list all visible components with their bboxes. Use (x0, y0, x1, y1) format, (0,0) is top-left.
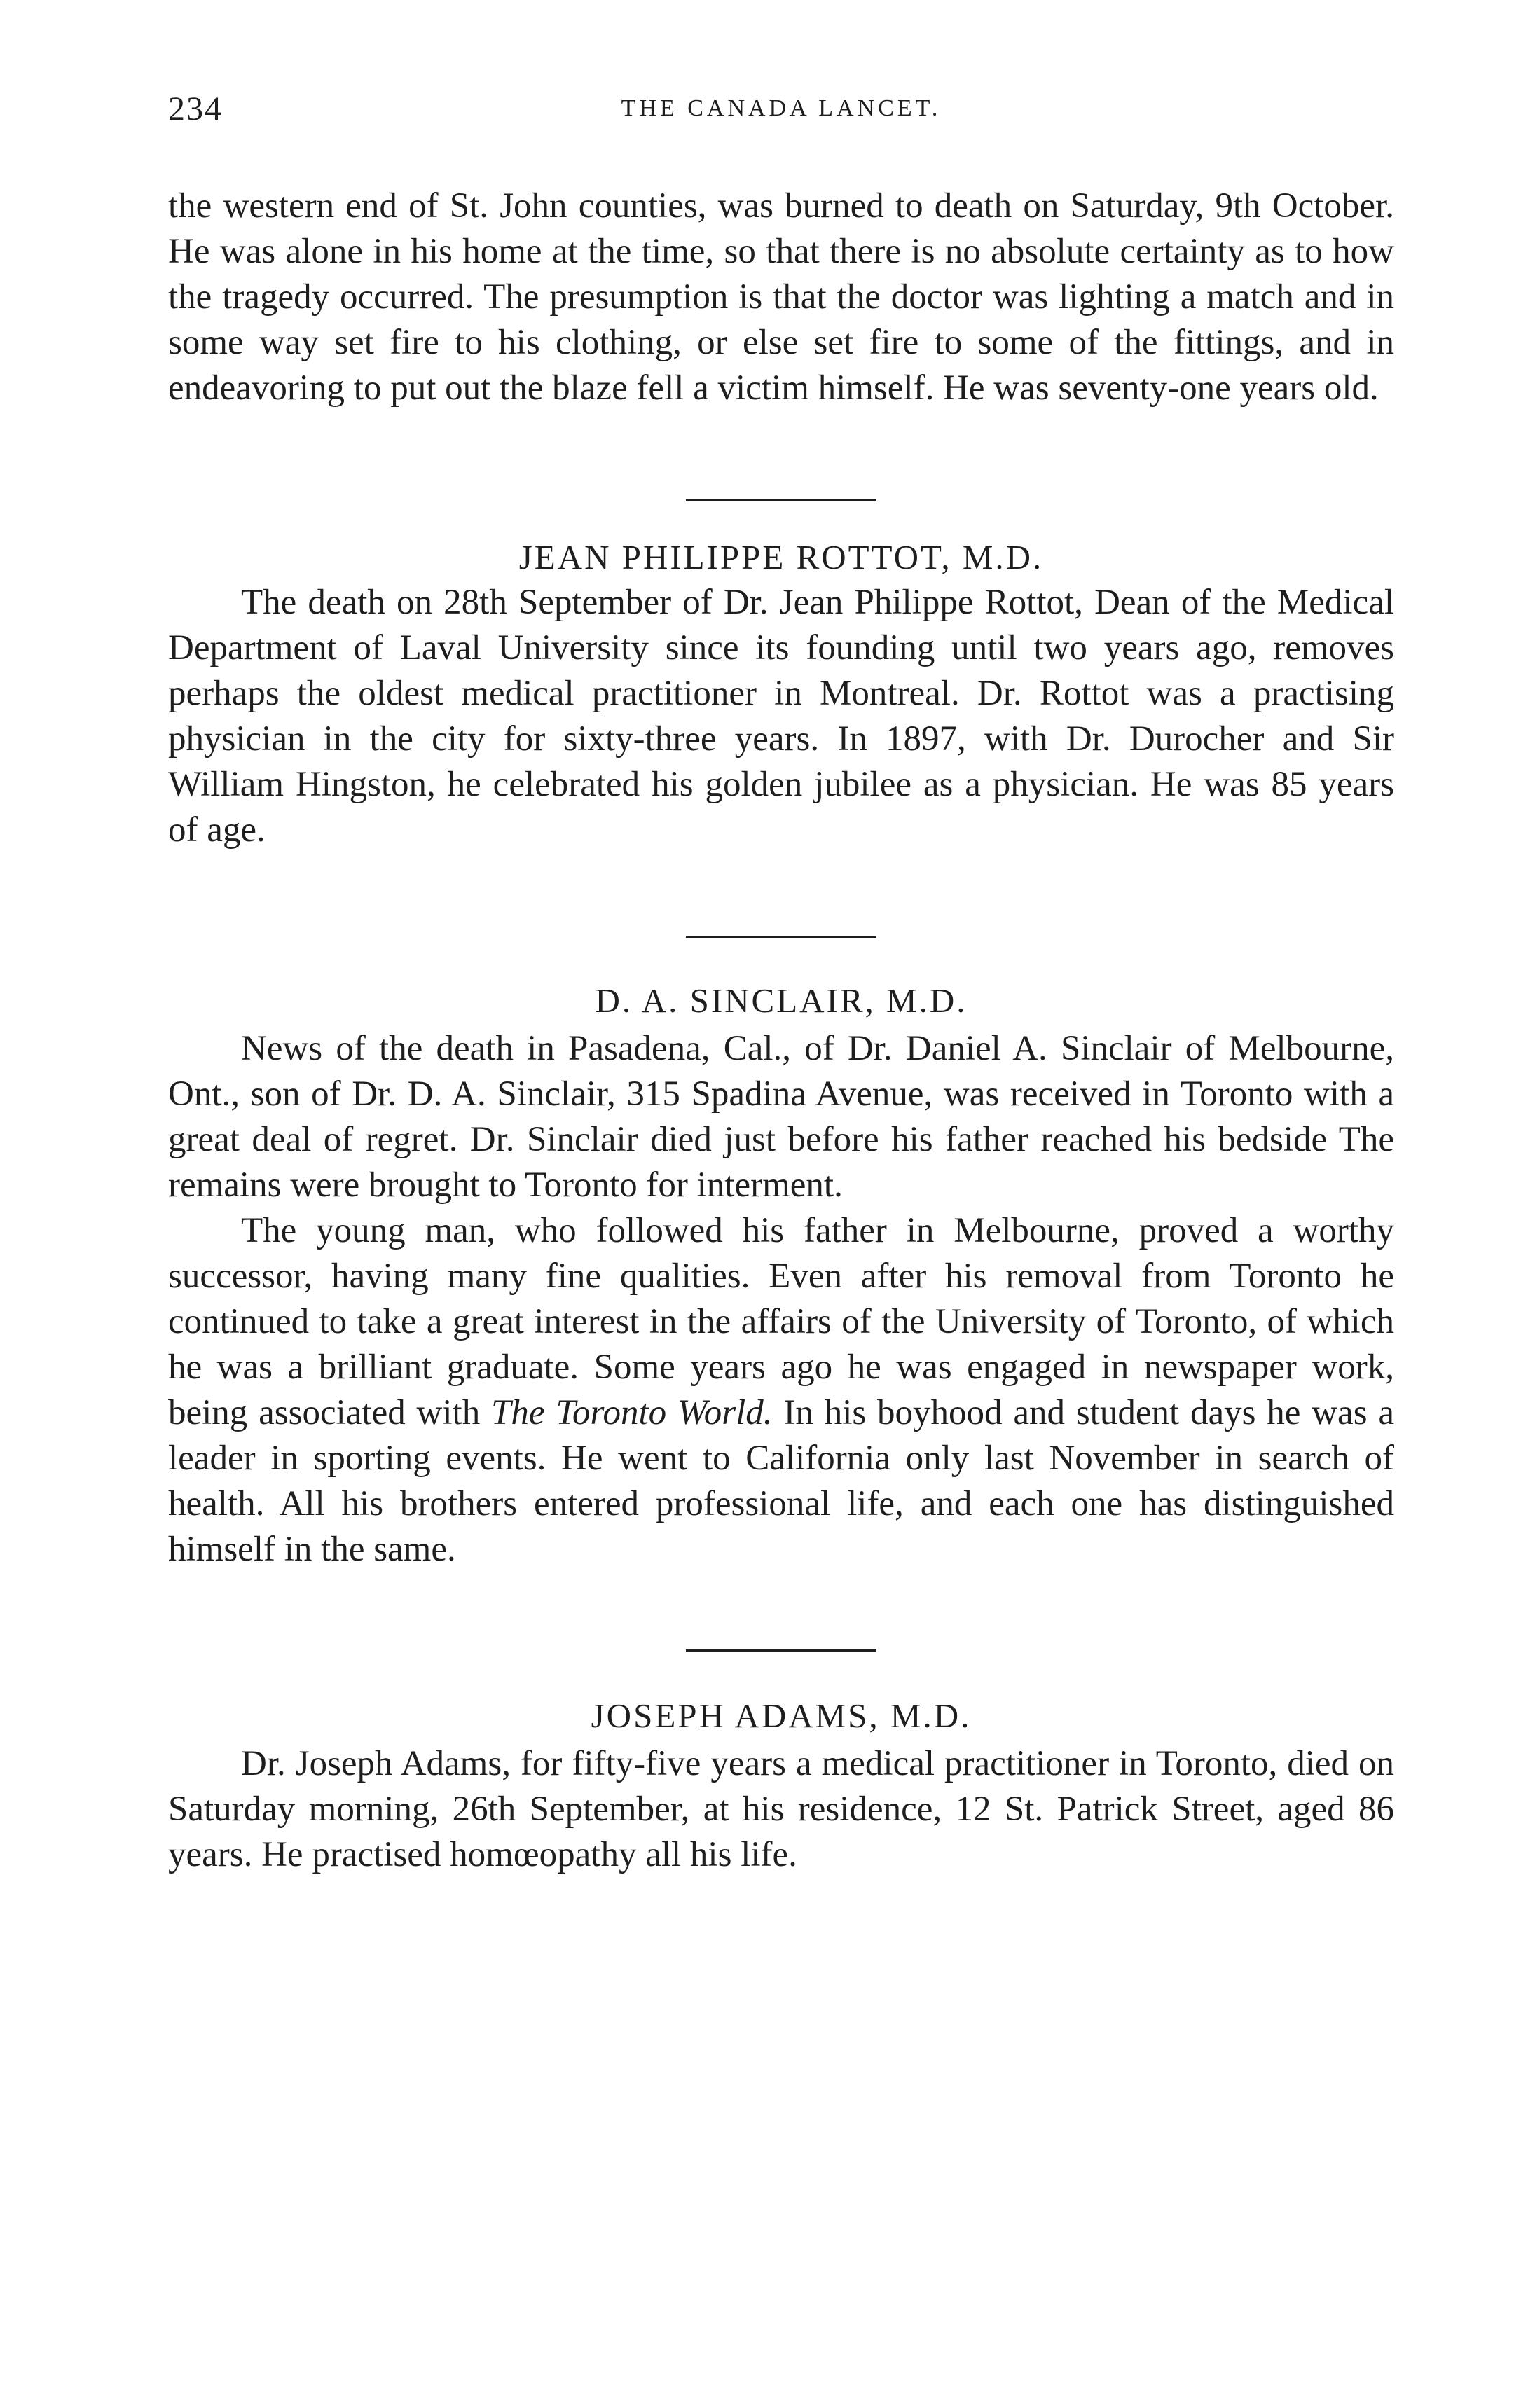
obituary-paragraph: Dr. Joseph Adams, for fifty-five years a medical practitioner in Toronto, died on Saturday morning, 26th September, at his residence, 12 St. Patrick Street, aged 86 years. He practised homœopathy all his life. (168, 1744, 1394, 1874)
obituary-sinclair (168, 978, 1394, 1572)
obituary-title: D. A. SINCLAIR, M.D. (595, 981, 968, 1020)
article-body (168, 184, 1394, 1878)
paragraph-text: The young man, who followed his father in Melbourne, proved a worthy successor, having many fine qualities. Even after his removal from Toronto he continued to take a great interest in the affairs of the University of Toronto, of which he was a brilliant graduate. Some years ago he was engaged in newspaper work, being associated with (168, 1211, 1394, 1432)
newspaper-title: The Toronto World. (491, 1393, 773, 1432)
continued-paragraph: the western end of St. John counties, was burned to death on Saturday, 9th October. He was alone in his home at the time, so that there is no absolute certainty as to how the tragedy occurred. The presumption is that the doctor was lighting a match and in some way set fire to his clothing, or else set fire to some of the fittings, and in endeavoring to put out the blaze fell a victim himself. He was seventy-one years old. (168, 186, 1394, 408)
obituary-title: JOSEPH ADAMS, M.D. (591, 1696, 972, 1735)
obituary-paragraph (168, 1208, 1394, 1572)
running-head: THE CANADA LANCET. (621, 95, 942, 121)
obituary-adams (168, 1694, 1394, 1878)
obituary-paragraph: The death on 28th September of Dr. Jean Philippe Rottot, Dean of the Medical Department of Laval University since its founding until two years ago, removes perhaps the oldest medical practitioner in Montreal. Dr. Rottot was a practising physician in the city for sixty-three years. In 1897, with Dr. Durocher and Sir William Hingston, he celebrated his golden jubilee as a physician. He was 85 years of age. (168, 583, 1394, 850)
obituary-title: JEAN PHILIPPE ROTTOT, M.D. (518, 538, 1044, 576)
page-number: 234 (168, 90, 223, 127)
paragraph-text: In his boyhood and student days he was a leader in sporting events. He went to California only last November in search of health. All his brothers entered professional life, and each one has distinguished himself in the same. (168, 1393, 1395, 1569)
section-divider (686, 1649, 876, 1652)
section-divider (686, 936, 876, 938)
obituary-rottot (168, 535, 1394, 853)
section-divider (686, 499, 876, 501)
page-header (168, 90, 1394, 132)
obituary-paragraph: News of the death in Pasadena, Cal., of Dr. Daniel A. Sinclair of Melbourne, Ont., son of Dr. D. A. Sinclair, 315 Spadina Avenue, was received in Toronto with a great deal of regret. Dr. Sinclair died just before his father reached his bedside The remains were brought to Toronto for interment. (168, 1029, 1394, 1205)
